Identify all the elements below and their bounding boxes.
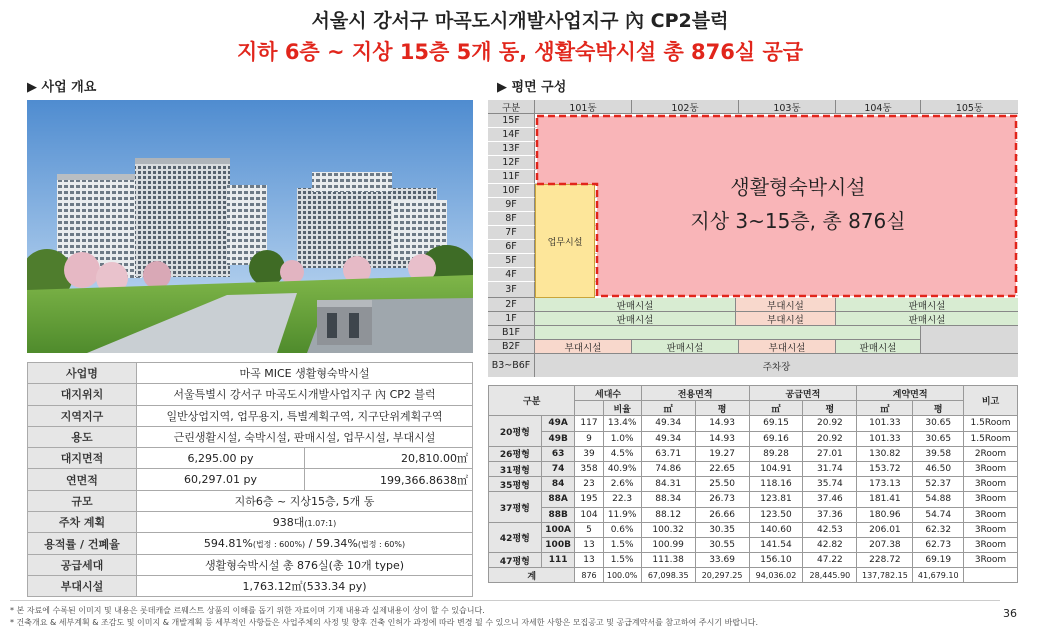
column-subheader (575, 401, 603, 416)
cell: 140.60 (749, 522, 803, 537)
retail-block: 판매시설 (836, 340, 921, 354)
cell: 39.58 (913, 446, 964, 461)
cell: 11.9% (603, 507, 641, 522)
parking-ratio: (1.07:1) (304, 519, 337, 529)
floor-label: 12F (488, 156, 535, 170)
cell: 69.19 (913, 553, 964, 568)
column-subheader: 비율 (603, 401, 641, 416)
cell: 3Room (964, 507, 1018, 522)
table-row (28, 575, 473, 596)
bcr-value: / 59.34% (305, 537, 358, 551)
cell: 62.73 (913, 537, 964, 552)
cell: 26.73 (695, 492, 749, 507)
parking-block: 주차장 (535, 354, 1018, 377)
cell: 54.88 (913, 492, 964, 507)
ancillary-block: 부대시설 (739, 340, 836, 354)
column-header: 구분 (489, 386, 575, 416)
cell: 42.53 (803, 522, 857, 537)
floor-label: 11F (488, 170, 535, 184)
cell: 137,782.15 (857, 568, 913, 583)
row-label: 부대시설 (28, 575, 137, 596)
page-subtitle: 지하 6층 ~ 지상 15층 5개 동, 생활숙박시설 총 876실 공급 (236, 40, 804, 64)
cell: 207.38 (857, 537, 913, 552)
cell: 1.5% (603, 553, 641, 568)
cell: 117 (575, 416, 603, 431)
unit-type: 49B (541, 431, 575, 446)
cell: 49.34 (641, 416, 695, 431)
cell: 42.82 (803, 537, 857, 552)
cell: 1.5Room (964, 416, 1018, 431)
cell: 33.69 (695, 553, 749, 568)
bcr-legal: (법정 : 60%) (357, 540, 406, 550)
unit-type: 84 (541, 477, 575, 492)
cell: 63.71 (641, 446, 695, 461)
row-value: 1,763.12㎡(533.34 py) (137, 575, 473, 596)
cell: 30.55 (695, 537, 749, 552)
cell: 9 (575, 431, 603, 446)
floor-plan-diagram (488, 100, 1018, 377)
row-label: 용적률 / 건폐율 (28, 533, 137, 554)
cell: 30.35 (695, 522, 749, 537)
unit-type: 100A (541, 522, 575, 537)
building-rendering-image (27, 100, 473, 353)
cell: 876 (575, 568, 603, 583)
unit-type: 74 (541, 461, 575, 476)
office-block: 업무시설 (535, 184, 595, 298)
cell: 20,297.25 (695, 568, 749, 583)
row-value: 생활형숙박시설 총 876실(총 10개 type) (137, 554, 473, 575)
cell: 37.46 (803, 492, 857, 507)
retail-block: 판매시설 (535, 298, 736, 312)
table-row (489, 446, 1018, 461)
table-row (489, 553, 1018, 568)
cell: 13.4% (603, 416, 641, 431)
floor-label: 6F (488, 240, 535, 254)
footnote: * 건축개요 & 세부계획 & 조감도 및 이미지 & 개발계획 등 세부적인 사항들은 사업주체의 사정 및 향후 건축 인허가 과정에 따라 변경 될 수 있으니 자세한 사항은 모집공고 및 공급계약서를 참고하여 주시기 바랍니다. (10, 618, 759, 627)
floor-label: B3~B6F (488, 354, 535, 377)
row-label: 사업명 (28, 363, 137, 384)
cell: 5 (575, 522, 603, 537)
cell: 1.5Room (964, 431, 1018, 446)
cell: 31.74 (803, 461, 857, 476)
cell: 130.82 (857, 446, 913, 461)
row-label: 대지위치 (28, 384, 137, 405)
floor-label: 5F (488, 254, 535, 268)
floor-label: 4F (488, 268, 535, 282)
column-header: 공급면적 (749, 386, 857, 401)
cell: 22.3 (603, 492, 641, 507)
cell: 3Room (964, 477, 1018, 492)
cell: 26.66 (695, 507, 749, 522)
row-value: 서울특별시 강서구 마곡도시개발사업지구 內 CP2 블럭 (137, 384, 473, 405)
cell: 14.93 (695, 431, 749, 446)
cell: 30.65 (913, 431, 964, 446)
building-header: 105동 (921, 100, 1018, 114)
cell: 180.96 (857, 507, 913, 522)
cell: 3Room (964, 553, 1018, 568)
building-header: 102동 (632, 100, 739, 114)
cell: 94,036.02 (749, 568, 803, 583)
cell: 195 (575, 492, 603, 507)
cell: 47.22 (803, 553, 857, 568)
cell: 39 (575, 446, 603, 461)
size-group: 35평형 (489, 477, 542, 492)
size-group: 20평형 (489, 416, 542, 446)
column-subheader: ㎡ (857, 401, 913, 416)
cell: 88.12 (641, 507, 695, 522)
cell: 74.86 (641, 461, 695, 476)
cell: 67,098.35 (641, 568, 695, 583)
floor-label: 14F (488, 128, 535, 142)
cell: 104 (575, 507, 603, 522)
cell: 89.28 (749, 446, 803, 461)
cell: 19.27 (695, 446, 749, 461)
row-value: 지하6층 ~ 지상15층, 5개 동 (137, 490, 473, 511)
floor-label: 13F (488, 142, 535, 156)
cell: 14.93 (695, 416, 749, 431)
retail-block-b1 (535, 326, 921, 340)
retail-block: 판매시설 (836, 298, 1018, 312)
cell: 173.13 (857, 477, 913, 492)
table-row (28, 469, 473, 490)
cell: 4.5% (603, 446, 641, 461)
section-title-overview: ▶ 사업 개요 (27, 80, 97, 95)
ancillary-block: 부대시설 (535, 340, 632, 354)
row-value: 마곡 MICE 생활형숙박시설 (137, 363, 473, 384)
far-value: 594.81% (203, 537, 253, 551)
footnote: * 본 자료에 수록된 이미지 및 내용은 롯데캐슬 르웨스트 상품의 이해를 돕기 위한 자료이며 기재 내용과 실제내용이 상이 할 수 있습니다. (10, 606, 485, 615)
project-overview-table (27, 362, 473, 597)
floor-label: 7F (488, 226, 535, 240)
column-subheader: 평 (803, 401, 857, 416)
far-legal: (법정 : 600%) (252, 540, 306, 550)
cell: 25.50 (695, 477, 749, 492)
cell: 37.36 (803, 507, 857, 522)
column-subheader: ㎡ (749, 401, 803, 416)
unused-block (921, 326, 1018, 354)
row-label: 공급세대 (28, 554, 137, 575)
cell: 23 (575, 477, 603, 492)
ancillary-block: 부대시설 (736, 312, 836, 326)
cell: 88.34 (641, 492, 695, 507)
cell: 3Room (964, 537, 1018, 552)
row-label: 지역지구 (28, 405, 137, 426)
cell: 41,679.10 (913, 568, 964, 583)
cell: 20.92 (803, 431, 857, 446)
section-title-floor-plan: ▶ 평면 구성 (497, 80, 567, 95)
row-value-secondary: 199,366.8638㎡ (305, 469, 473, 490)
unit-type: 88B (541, 507, 575, 522)
cell: 27.01 (803, 446, 857, 461)
cell: 30.65 (913, 416, 964, 431)
cell: 13 (575, 537, 603, 552)
cell: 111.38 (641, 553, 695, 568)
cell: 69.15 (749, 416, 803, 431)
cell: 49.34 (641, 431, 695, 446)
cell: 0.6% (603, 522, 641, 537)
table-row (489, 507, 1018, 522)
building-header: 104동 (836, 100, 921, 114)
table-row (28, 384, 473, 405)
table-row (28, 448, 473, 469)
retail-block: 판매시설 (535, 312, 736, 326)
row-value (137, 533, 473, 554)
cell: 123.50 (749, 507, 803, 522)
floor-label: 15F (488, 114, 535, 128)
floor-label: 2F (488, 298, 535, 312)
row-value-secondary: 20,810.00㎡ (305, 448, 473, 469)
cell: 69.16 (749, 431, 803, 446)
cell: 62.32 (913, 522, 964, 537)
cell: 104.91 (749, 461, 803, 476)
retail-block: 판매시설 (836, 312, 1018, 326)
size-group: 37평형 (489, 492, 542, 522)
retail-block: 판매시설 (632, 340, 739, 354)
column-subheader: 평 (695, 401, 749, 416)
table-row (28, 490, 473, 511)
cell: 40.9% (603, 461, 641, 476)
table-row (489, 431, 1018, 446)
row-value: 일반상업지역, 업무용지, 특별계획구역, 지구단위계획구역 (137, 405, 473, 426)
table-row (28, 512, 473, 533)
unit-type: 88A (541, 492, 575, 507)
cell: 2.6% (603, 477, 641, 492)
row-label: 주차 계획 (28, 512, 137, 533)
cell: 101.33 (857, 431, 913, 446)
table-row (489, 492, 1018, 507)
floor-label: 10F (488, 184, 535, 198)
cell: 100.32 (641, 522, 695, 537)
size-group: 31평형 (489, 461, 542, 476)
cell: 2Room (964, 446, 1018, 461)
cell (964, 568, 1018, 583)
cell: 28,445.90 (803, 568, 857, 583)
row-label: 대지면적 (28, 448, 137, 469)
cell: 358 (575, 461, 603, 476)
cell: 206.01 (857, 522, 913, 537)
cell: 141.54 (749, 537, 803, 552)
cell: 20.92 (803, 416, 857, 431)
unit-type: 100B (541, 537, 575, 552)
lodging-label: 생활형숙박시설 (730, 174, 866, 199)
table-row (28, 554, 473, 575)
cell: 46.50 (913, 461, 964, 476)
cell: 1.0% (603, 431, 641, 446)
building-header: 103동 (739, 100, 836, 114)
cell: 123.81 (749, 492, 803, 507)
unit-type: 49A (541, 416, 575, 431)
table-header-row (489, 386, 1018, 401)
table-row (28, 405, 473, 426)
cell: 3Room (964, 492, 1018, 507)
table-row (28, 426, 473, 447)
page-title: 서울시 강서구 마곡도시개발사업지구 內 CP2블럭 (311, 10, 729, 32)
page-number: 36 (1003, 607, 1017, 620)
floor-label: 3F (488, 282, 535, 298)
column-header: 전용면적 (641, 386, 749, 401)
floor-label: 1F (488, 312, 535, 326)
ancillary-block: 부대시설 (736, 298, 836, 312)
total-label: 계 (489, 568, 575, 583)
cell: 100.99 (641, 537, 695, 552)
cell: 84.31 (641, 477, 695, 492)
cell: 153.72 (857, 461, 913, 476)
cell: 13 (575, 553, 603, 568)
column-header: 비고 (964, 386, 1018, 416)
cell: 101.33 (857, 416, 913, 431)
table-row (28, 533, 473, 554)
unit-type-table (488, 385, 1018, 583)
table-row (489, 537, 1018, 552)
row-label: 용도 (28, 426, 137, 447)
row-label: 연면적 (28, 469, 137, 490)
footer-divider (10, 600, 1000, 601)
header-cell: 구분 (488, 100, 535, 114)
table-row (489, 477, 1018, 492)
floor-label: B2F (488, 340, 535, 354)
lodging-label-detail: 지상 3~15층, 총 876실 (690, 208, 906, 233)
floor-label: 8F (488, 212, 535, 226)
table-row (489, 416, 1018, 431)
table-row (489, 522, 1018, 537)
unit-type: 63 (541, 446, 575, 461)
row-label: 규모 (28, 490, 137, 511)
row-value (137, 512, 473, 533)
cell: 228.72 (857, 553, 913, 568)
cell: 1.5% (603, 537, 641, 552)
cell: 22.65 (695, 461, 749, 476)
parking-value: 938대 (272, 516, 305, 530)
building-header: 101동 (535, 100, 632, 114)
floor-label: 9F (488, 198, 535, 212)
unit-type: 111 (541, 553, 575, 568)
row-value: 6,295.00 py (137, 448, 305, 469)
cell: 54.74 (913, 507, 964, 522)
table-total-row (489, 568, 1018, 583)
cell: 3Room (964, 522, 1018, 537)
column-header: 계약면적 (857, 386, 964, 401)
cell: 100.0% (603, 568, 641, 583)
cell: 52.37 (913, 477, 964, 492)
floor-label: B1F (488, 326, 535, 340)
table-row (28, 363, 473, 384)
size-group: 42평형 (489, 522, 542, 552)
column-header: 세대수 (575, 386, 641, 401)
column-subheader: 평 (913, 401, 964, 416)
cell: 181.41 (857, 492, 913, 507)
row-value: 60,297.01 py (137, 469, 305, 490)
cell: 3Room (964, 461, 1018, 476)
column-subheader: ㎡ (641, 401, 695, 416)
size-group: 26평형 (489, 446, 542, 461)
size-group: 47평형 (489, 553, 542, 568)
cell: 156.10 (749, 553, 803, 568)
row-value: 근린생활시설, 숙박시설, 판매시설, 업무시설, 부대시설 (137, 426, 473, 447)
table-row (489, 461, 1018, 476)
cell: 35.74 (803, 477, 857, 492)
cell: 118.16 (749, 477, 803, 492)
